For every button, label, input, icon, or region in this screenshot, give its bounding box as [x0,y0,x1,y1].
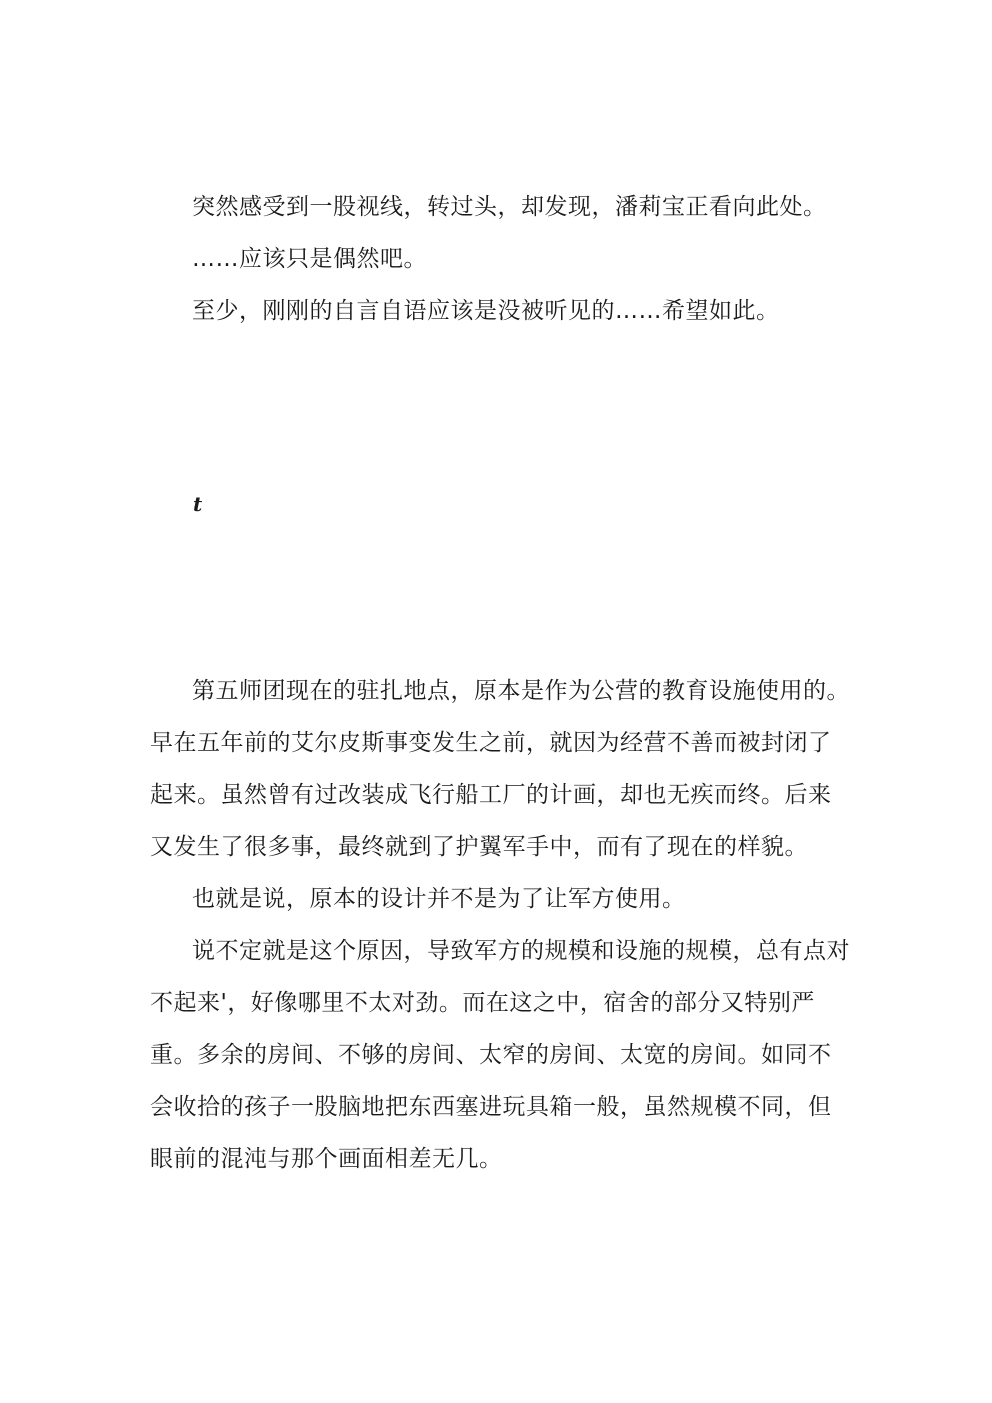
paragraph: 突然感受到一股视线，转过头，却发现，潘莉宝正看向此处。 [192,194,827,220]
paragraph: 至少，刚刚的自言自语应该是没被听见的……希望如此。 [192,298,780,324]
paragraph: 说不定就是这个原因，导致军方的规模和设施的规模，总有点对不起来'，好像哪里不太对劲。而在这之中，宿舍的部分又特别严重。多余的房间、不够的房间、太窄的房间、太宽的房间。如同不会收拾的孩子一股脑地把东西塞进玩具箱一般，虽然规模不同，但眼前的混沌与那个画面相差无几。 [150,938,850,1172]
text-section-2 [150,665,850,1185]
section-break-mark: t [193,492,203,516]
paragraph: 也就是说，原本的设计并不是为了让军方使用。 [192,886,686,912]
paragraph: 第五师团现在的驻扎地点，原本是作为公营的教育设施使用的。早在五年前的艾尔皮斯事变发生之前，就因为经营不善而被封闭了起来。虽然曾有过改装成飞行船工厂的计画，却也无疾而终。后来又发生了很多事，最终就到了护翼军手中，而有了现在的样貌。 [150,678,850,860]
paragraph: ……应该只是偶然吧。 [192,246,427,272]
text-section-1 [150,181,850,337]
